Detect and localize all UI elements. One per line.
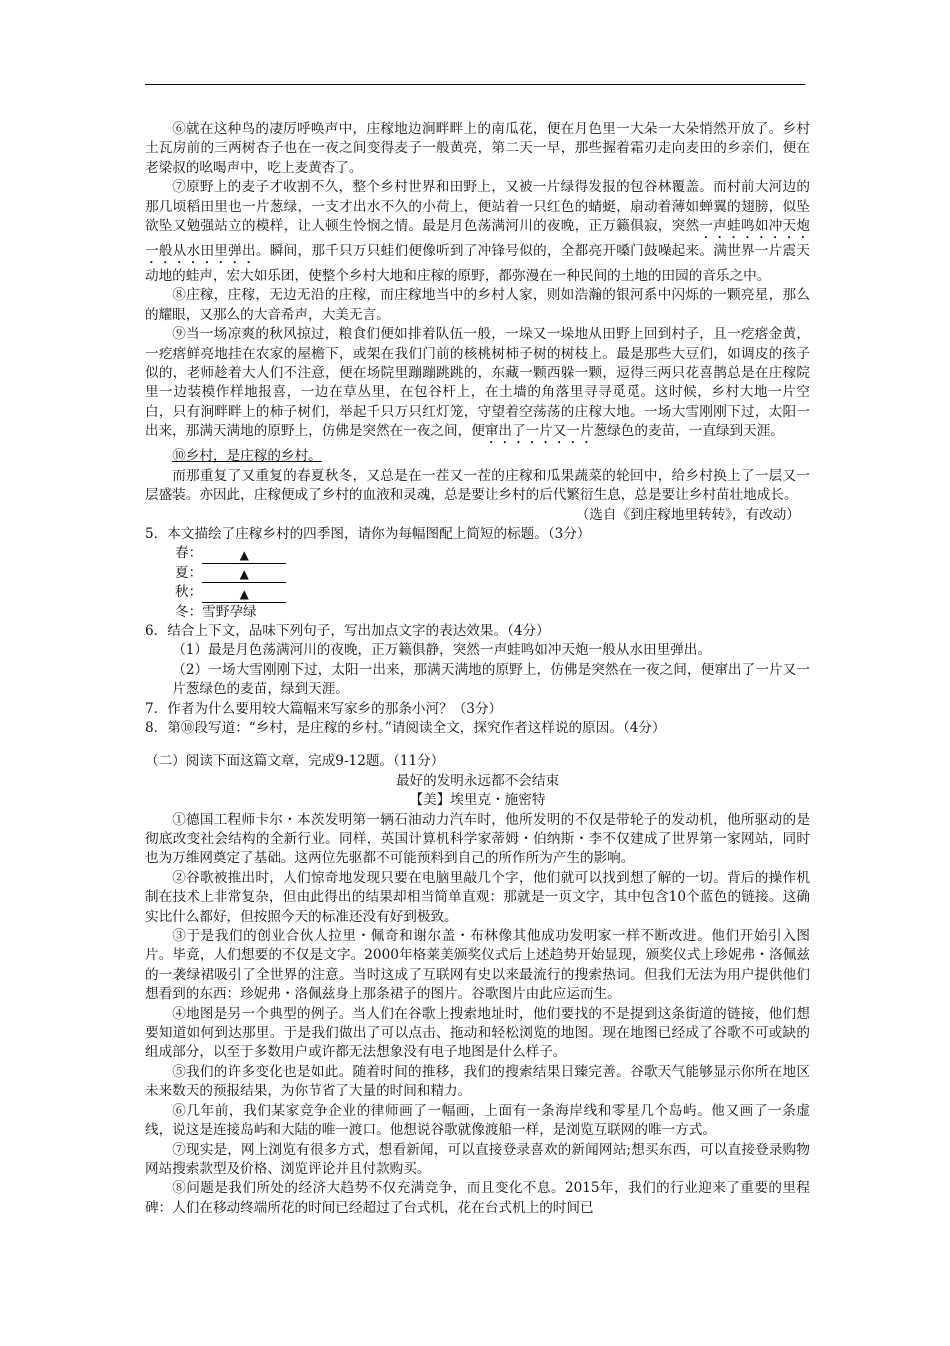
season-label: 秋： [175,584,203,601]
emphasis-dotted-text: 一声蛙鸣如冲天炮一般从水田里弹出 [145,218,811,260]
answer-blank[interactable]: ▲ [202,586,286,603]
season-spring [145,544,810,563]
question-5: 5．本文描绘了庄稼乡村的四季图，请你为每幅图配上简短的标题。（3分） [145,525,591,542]
emphasis-dotted-text: 窜出了一片又一片 [484,423,594,440]
question-6-1: （1）最是月色荡满河川的夜晚，正万籁俱静，突然一声蛙鸣如冲天炮一般从水田里弹出。 [172,642,711,659]
article-title: 最好的发明永远都不会结束 [395,772,560,789]
part-2-intro: （二）阅读下面这篇文章，完成9-12题。（11分） [145,753,445,770]
paragraph-7-text-b: 。瞬间，那千只万只蛙们便像听到了冲锋号似的，全都亮开嗓门鼓噪起来。满世界一片震天动地的蛙声，宏大如乐团，使整个乡村大地和庄稼的原野，都弥漫在一种民间的土地的田园的音乐之中。 [145,243,811,285]
paragraph-10 [145,447,810,466]
paragraph-7-text-a: ⑦原野上的麦子才收割不久，整个乡村世界和田野上，又被一片绿得发报的包谷林覆盖。而村前大河边的那几顷稻田里也一片葱绿，一支才出水不久的小荷上，便站着一只红色的蜻蜓，扇动着薄如蝉翼的翅膀，似坠欲坠又勉强站立的模样，让人顿生怜悯之情。最是月色荡满河川的夜晚，正万籁俱寂，突然 [145,179,810,235]
season-summer [145,564,810,583]
article-paragraph-5: ⑤我们的许多变化也是如此。随着时间的推移，我们的搜索结果日臻完善。谷歌天气能够显示你所在地区未来数天的预报结果，为你节省了大量的时间和精力。 [145,1063,810,1100]
article-paragraph-1: ①德国工程师卡尔・本茨发明第一辆石油动力汽车时，他所发明的不仅是带轮子的发动机，他所驱动的是彻底改变社会结构的全新行业。同样，英国计算机科学家蒂姆・伯纳斯・李不仅建成了世界第一家网站，同时也为万维网奠定了基础。这两位先驱都不可能预料到自己的所作所为产生的影响。 [145,811,810,867]
article-paragraph-7: ⑦现实是，网上浏览有很多方式，想看新闻，可以直接登录喜欢的新闻网站;想买东西，可以直接登录购物网站搜索款型及价格、浏览评论并且付款购买。 [145,1141,810,1177]
question-7: 7．作者为什么要用较大篇幅来写家乡的那条小河？（3分） [145,700,503,717]
paragraph-9-text-b: 葱绿色的麦苗，一直绿到天涯。 [593,423,784,440]
paragraph-9-text-a: ⑨当一场凉爽的秋风掠过，粮食们便如排着队伍一般，一垛又一垛地从田野上回到村子，且一疙瘩金黄，一疙瘩鲜亮地挂在农家的屋檐下，或架在我们门前的核桃树柿子树的树枝上。最是那些大豆们，如调皮的孩子似的，老师趁着大人们不注意，便在场院里蹦蹦跳跳的，东藏一颗西躲一颗，逗得三两只花喜鹊总是在庄稼院里一边装模作样地报喜，一边在草丛里，在包谷杆上，在土墙的角落里寻寻觅觅。这时候，乡村大地一片空白，只有涧畔畔上的柿子树们，举起千只万只红灯笼，守望着空荡荡的庄稼大地。一场大雪刚刚下过，太阳一出来，那满天满地的原野上，仿佛是突然在一夜之间，便 [145,326,810,440]
season-autumn [145,583,810,602]
header-rule [145,84,805,85]
paragraph-9 [145,325,810,447]
season-winter: 冬：雪野孕绿 [175,603,257,620]
question-6: 6．结合上下文，品味下列句子，写出加点文字的表达效果。（4分） [145,622,550,639]
article-paragraph-8: ⑧问题是我们所处的经济大趋势不仅充满竞争，而且变化不息。2015年，我们的行业迎来了重要的里程碑：人们在移动终端所花的时间已经超过了台式机，花在台式机上的时间已 [145,1180,810,1216]
source-citation: （选自《到庄稼地里转转》，有改动） [575,506,800,523]
paragraph-10-text: ⑩乡村，是庄稼的乡村。 [172,448,322,465]
question-8: 8．第⑩段写道：“乡村，是庄稼的乡村。”请阅读全文，探究作者这样说的原因。（4分） [145,719,666,736]
section-gap [145,738,810,752]
answer-blank[interactable]: ▲ [202,566,286,583]
article-author: 【美】埃里克・施密特 [409,792,546,809]
paragraph-8: ⑧庄稼，庄稼，无边无沿的庄稼，而庄稼地当中的乡村人家，则如浩瀚的银河系中闪烁的一颗亮星，那么的耀眼，又那么的大音希声，大美无言。 [145,287,810,323]
paragraph-11: 而那重复了又重复的春夏秋冬，又总是在一茬又一茬的庄稼和瓜果蔬菜的轮回中，给乡村换上了一层又一层盛装。亦因此，庄稼便成了乡村的血液和灵魂，总是要让乡村的后代繁衍生息，总是要让乡村苗壮地成长。 [145,467,810,504]
question-6-2: （2）一场大雪刚刚下过，太阳一出来，那满天满地的原野上，仿佛是突然在一夜之间，便窜出了一片又一片葱绿色的麦苗，绿到天涯。 [172,661,810,698]
season-label: 春： [175,545,203,562]
paragraph-6: ⑥就在这种鸟的凄厉呼唤声中，庄稼地边涧畔畔上的南瓜花，便在月色里一大朵一大朵悄然开放了。乡村土瓦房前的三两树杏子也在一夜之间变得麦子一般黄亮，第二天一早，那些握着霜刃走向麦田的乡亲们，便在老梁叔的吆喝声中，吃上麦黄杏了。 [145,121,810,176]
article-paragraph-3: ③于是我们的创业合伙人拉里・佩奇和谢尔盖・布林像其他成功发明家一样不断改进。他们开始引入图片。毕竟，人们想要的不仅是文字。2000年格莱美颁奖仪式后上述趋势开始显现，颁奖仪式上珍妮弗・洛佩兹的一袭绿裙吸引了全世界的注意。当时这成了互联网有史以来最流行的搜索热词。但我们无法为用户提供他们想看到的东西：珍妮弗・洛佩兹身上那条裙子的图片。谷歌图片由此应运而生。 [145,928,810,1003]
document-page [145,120,810,1218]
article-paragraph-4: ④地图是另一个典型的例子。当人们在谷歌上搜索地址时，他们要找的不是提到这条街道的链接，他们想要知道如何到达那里。于是我们做出了可以点击、拖动和轻松浏览的地图。现在地图已经成了谷歌不可或缺的组成部分，以至于多数用户或许都无法想象没有电子地图是什么样子。 [145,1005,810,1061]
article-paragraph-2: ②谷歌被推出时，人们惊奇地发现只要在电脑里敲几个字，他们就可以找到想了解的一切。背后的操作机制在技术上非常复杂，但由此得出的结果却相当简单直观：那就是一页文字，其中包含10个蓝色的链接。这确实比什么都好，但按照今天的标准还没有好到极致。 [145,869,810,925]
season-label: 夏： [175,564,203,581]
article-paragraph-6: ⑥几年前，我们某家竞争企业的律师画了一幅画，上面有一条海岸线和零星几个岛屿。他又画了一条虚线，说这是连接岛屿和大陆的唯一渡口。他想说谷歌就像渡船一样，是浏览互联网的唯一方式。 [145,1102,810,1139]
answer-blank[interactable]: ▲ [202,547,286,564]
paragraph-7 [145,178,810,286]
